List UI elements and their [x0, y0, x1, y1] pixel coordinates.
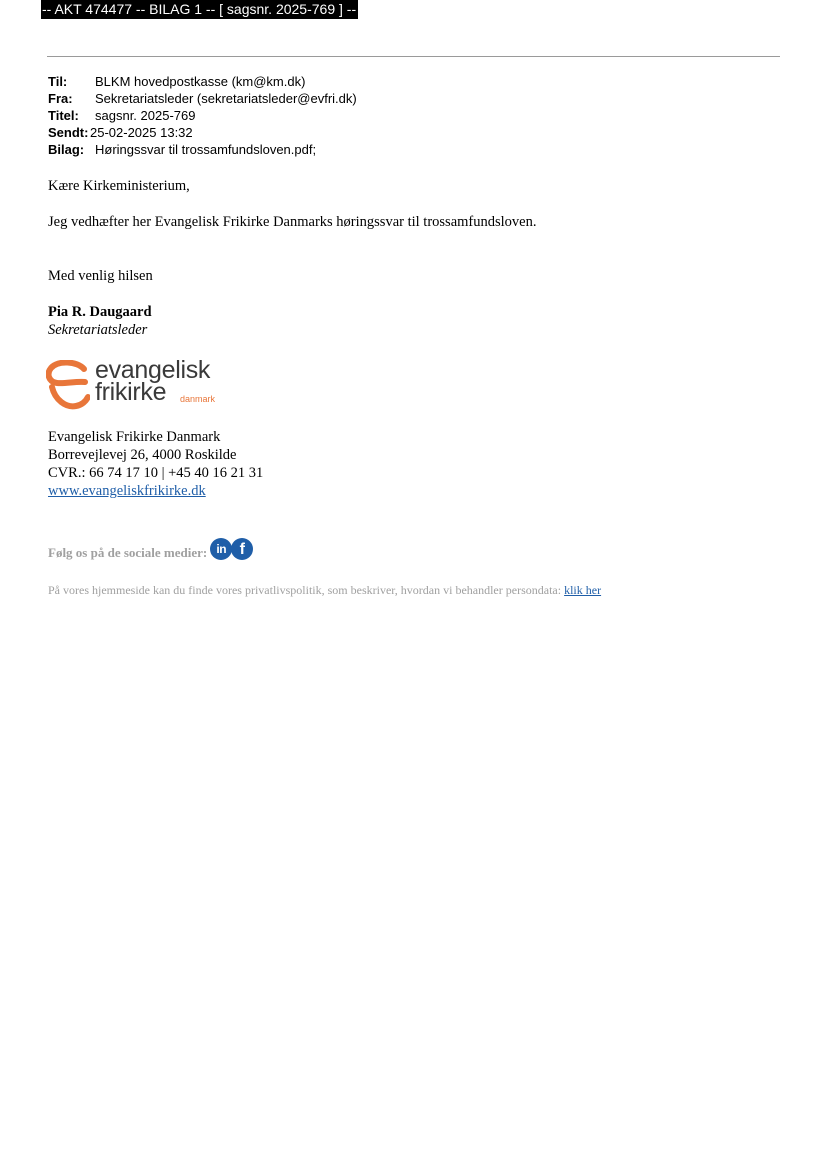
closing: Med venlig hilsen: [48, 268, 153, 284]
website-link[interactable]: www.evangeliskfrikirke.dk: [48, 483, 206, 499]
signer-title: Sekretariatsleder: [48, 322, 148, 338]
header-label-from: Fra:: [48, 91, 73, 106]
address-org: Evangelisk Frikirke Danmark: [48, 429, 221, 445]
header-value-to: BLKM hovedpostkasse (km@km.dk): [95, 74, 306, 89]
social-icons: [210, 538, 252, 560]
header-value-title: sagsnr. 2025-769: [95, 108, 196, 123]
header-value-from: Sekretariatsleder (sekretariatsleder@evfri.dk): [95, 91, 357, 106]
header-label-attachment: Bilag:: [48, 142, 85, 157]
header-row-sent: [48, 124, 357, 141]
header-row-to: [48, 73, 357, 90]
header-row-title: [48, 107, 357, 124]
facebook-icon[interactable]: f: [231, 538, 253, 560]
header-row-attachment: [48, 141, 357, 158]
contact-address: [48, 428, 263, 500]
email-header: [48, 73, 357, 158]
logo-text-line2: frikirke: [95, 378, 167, 406]
organization-logo: [46, 356, 236, 412]
address-street: Borrevejlevej 26, 4000 Roskilde: [48, 447, 237, 463]
logo-text-line1: evangelisk: [95, 356, 211, 384]
header-label-title: Titel:: [48, 108, 79, 123]
header-value-sent: 25-02-2025 13:32: [90, 125, 193, 140]
header-value-attachment: Høringssvar til trossamfundsloven.pdf;: [95, 142, 317, 157]
header-row-from: [48, 90, 357, 107]
address-cvr-phone: CVR.: 66 74 17 10 | +45 40 16 21 31: [48, 465, 264, 481]
header-label-to: Til:: [48, 74, 68, 89]
social-media-row: [48, 536, 252, 562]
document-stamp: -- AKT 474477 -- BILAG 1 -- [ sagsnr. 2025-769 ] --: [42, 1, 357, 17]
fish-logo-icon: [46, 360, 90, 410]
privacy-link[interactable]: klik her: [564, 583, 602, 597]
greeting: Kære Kirkeministerium,: [48, 178, 190, 194]
linkedin-icon[interactable]: in: [210, 538, 232, 560]
privacy-notice: [48, 582, 601, 598]
social-label: Følg os på de sociale medier:: [48, 545, 208, 560]
signer-name: Pia R. Daugaard: [48, 304, 152, 320]
body-paragraph: Jeg vedhæfter her Evangelisk Frikirke Danmarks høringssvar til trossamfundsloven.: [48, 214, 537, 230]
logo-text-line3: danmark: [180, 394, 216, 404]
header-label-sent: Sendt:: [48, 125, 89, 140]
privacy-text: På vores hjemmeside kan du finde vores privatlivspolitik, som beskriver, hvordan vi behandler persondata:: [48, 583, 565, 597]
header-divider: [47, 56, 780, 57]
